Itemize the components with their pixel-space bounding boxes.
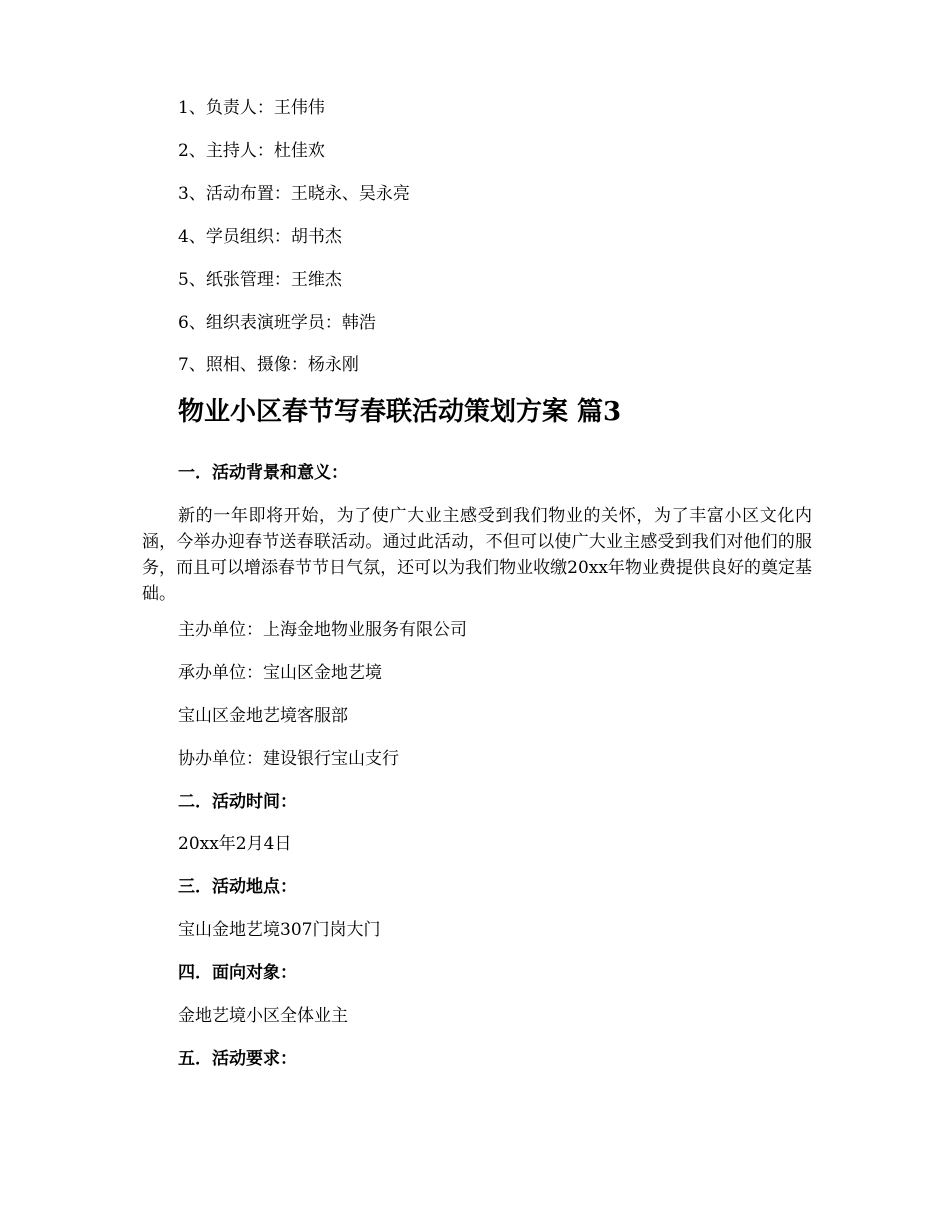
activity-location: 宝山金地艺境307门岗大门	[178, 920, 381, 940]
role-item-2: 2、主持人：杜佳欢	[178, 141, 325, 161]
role-item-7: 7、照相、摄像：杨永刚	[178, 355, 359, 375]
co-organizer-unit: 协办单位：建设银行宝山支行	[178, 749, 399, 769]
section-heading-audience: 四．面向对象：	[178, 963, 297, 983]
background-paragraph: 新的一年即将开始，为了使广大业主感受到我们物业的关怀，为了丰富小区文化内涵，今举办迎春节送春联活动。通过此活动，不但可以使广大业主感受到我们对他们的服务，而且可以增添春节节日气氛，还可以为我们物业收缴20xx年物业费提供良好的奠定基础。	[142, 506, 812, 604]
host-unit: 主办单位：上海金地物业服务有限公司	[178, 620, 467, 640]
role-item-1: 1、负责人：王伟伟	[178, 98, 325, 118]
target-audience: 金地艺境小区全体业主	[178, 1006, 348, 1026]
section-heading-requirements: 五．活动要求：	[178, 1049, 297, 1069]
service-department: 宝山区金地艺境客服部	[178, 706, 348, 726]
document-title: 物业小区春节写春联活动策划方案 篇3	[178, 397, 622, 427]
section-heading-background: 一．活动背景和意义：	[178, 463, 348, 483]
role-item-4: 4、学员组织：胡书杰	[178, 227, 342, 247]
role-item-3: 3、活动布置：王晓永、吴永亮	[178, 184, 410, 204]
section-heading-location: 三．活动地点：	[178, 877, 297, 897]
activity-time: 20xx年2月4日	[178, 834, 292, 854]
role-item-6: 6、组织表演班学员：韩浩	[178, 313, 376, 333]
organizer-unit: 承办单位：宝山区金地艺境	[178, 663, 382, 683]
role-item-5: 5、纸张管理：王维杰	[178, 270, 342, 290]
section-heading-time: 二．活动时间：	[178, 792, 297, 812]
